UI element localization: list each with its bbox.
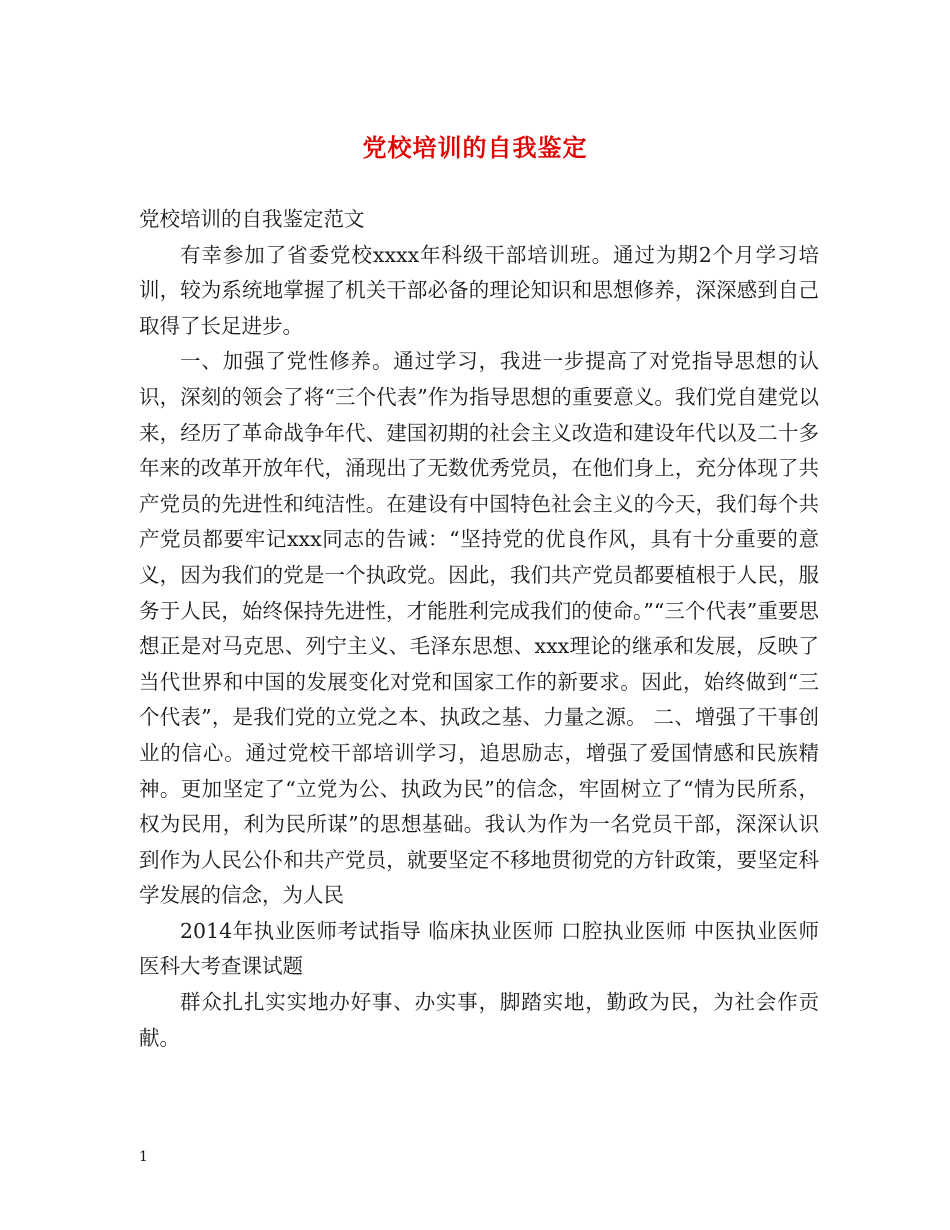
page-number: 1	[139, 1149, 148, 1165]
paragraph-intro: 有幸参加了省委党校xxxx年科级干部培训班。通过为期2个月学习培训，较为系统地掌握了机关干部必备的理论知识和思想修养，深深感到自己取得了长足进步。	[139, 242, 819, 338]
document-subtitle: 党校培训的自我鉴定范文	[139, 207, 365, 231]
document-title: 党校培训的自我鉴定	[362, 133, 588, 162]
paragraph-closing: 群众扎扎实实地办好事、办实事，脚踏实地，勤政为民，为社会作贡献。	[139, 990, 819, 1050]
paragraph-ad: 2014年执业医师考试指导 临床执业医师 口腔执业医师 中医执业医师 医科大考查课试题	[139, 918, 819, 979]
document-body	[139, 202, 819, 1056]
paragraph-main: 一、加强了党性修养。通过学习，我进一步提高了对党指导思想的认识，深刻的领会了将“三个代表”作为指导思想的重要意义。我们党自建党以来，经历了革命战争年代、建国初期的社会主义改造和建设年代以及二十多年来的改革开放年代，涌现出了无数优秀党员，在他们身上，充分体现了共产党员的先进性和纯洁性。在建设有中国特色社会主义的今天，我们每个共产党员都要牢记xxx同志的告诫：“坚持党的优良作风，具有十分重要的意义，因为我们的党是一个执政党。因此，我们共产党员都要植根于人民，服务于人民，始终保持先进性，才能胜利完成我们的使命。”“三个代表”重要思想正是对马克思、列宁主义、毛泽东思想、xxx理论的继承和发展，反映了当代世界和中国的发展变化对党和国家工作的新要求。因此，始终做到“三个代表”，是我们党的立党之本、执政之基、力量之源。 二、增强了干事创业的信心。通过党校干部培训学习，追思励志，增强了爱国情感和民族精神。更加坚定了“立党为公、执政为民”的信念，牢固树立了“情为民所系，权为民用，利为民所谋”的思想基础。我认为作为一名党员干部，深深认识到作为人民公仆和共产党员，就要坚定不移地贯彻党的方针政策，要坚定科学发展的信念，为人民	[139, 349, 819, 908]
